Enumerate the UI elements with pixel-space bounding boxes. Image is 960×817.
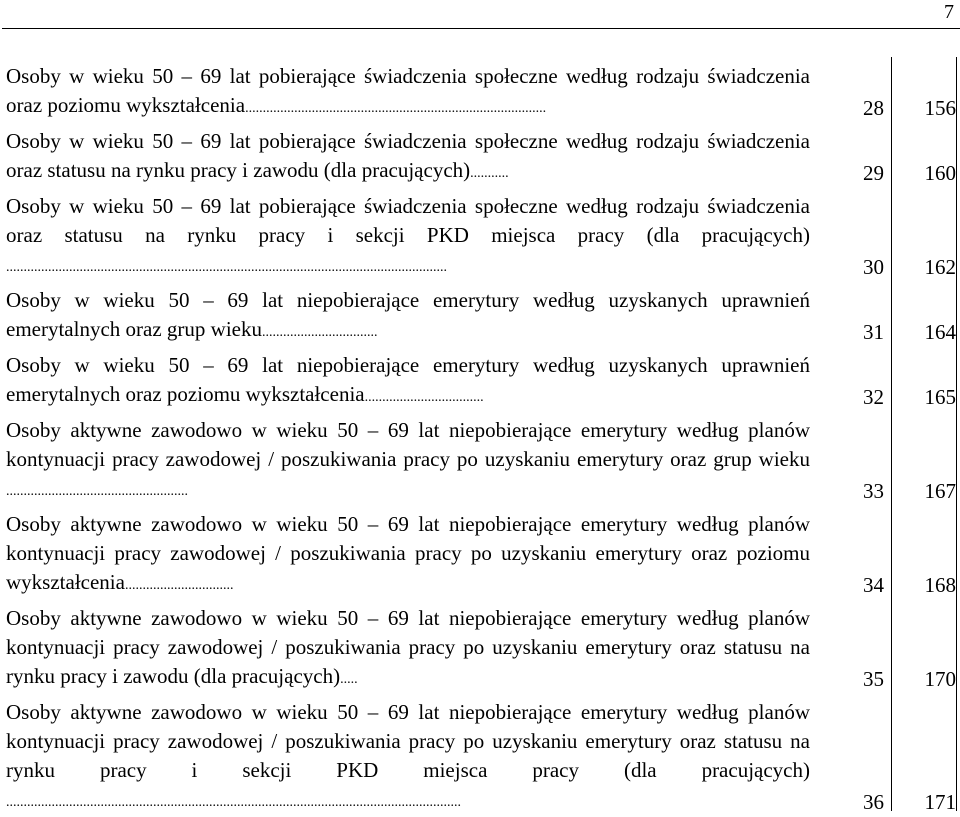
toc-entry-title: Osoby w wieku 50 – 69 lat niepobierające emerytury według uzyskanych uprawnień emerytalnych oraz poziomu wykształcenia.................................. (0, 351, 810, 412)
dot-leader: ..... (340, 672, 358, 687)
toc-entry-title: Osoby aktywne zawodowo w wieku 50 – 69 lat niepobierające emerytury według planów kontynuacji pracy zawodowej / poszukiwania pracy po uzyskaniu emerytury oraz grup wieku.................................................... (0, 416, 810, 506)
toc-page-number: 164 (924, 320, 956, 344)
toc-page-number: 162 (924, 255, 956, 279)
toc-page-number: 170 (924, 667, 956, 691)
toc-page-number: 167 (924, 479, 956, 503)
header-rule (2, 28, 960, 29)
toc-entry-title: Osoby aktywne zawodowo w wieku 50 – 69 lat niepobierające emerytury według planów kontynuacji pracy zawodowej / poszukiwania pracy po uzyskaniu emerytury oraz poziomu wykształcenia............................... (0, 510, 810, 600)
toc-entry[interactable] (0, 416, 960, 506)
toc-entry[interactable] (0, 351, 960, 412)
table-of-contents (0, 62, 960, 817)
toc-entry-title: Osoby w wieku 50 – 69 lat pobierające świadczenia społeczne według rodzaju świadczenia oraz statusu na rynku pracy i zawodu (dla pracujących)........... (0, 127, 810, 188)
toc-table-number: 33 (863, 479, 884, 503)
toc-table-number: 31 (863, 320, 884, 344)
toc-page-number: 160 (924, 161, 956, 185)
dot-leader: .............................................................................................................................. (6, 260, 447, 275)
toc-entry-title: Osoby w wieku 50 – 69 lat pobierające świadczenia społeczne według rodzaju świadczenia oraz poziomu wykształcenia...................................................................................... (0, 62, 810, 123)
dot-leader: .................................................................................................................................. (6, 795, 461, 810)
dot-leader: ........... (470, 166, 509, 181)
toc-table-number: 35 (863, 667, 884, 691)
toc-page-number: 156 (924, 96, 956, 120)
toc-table-number: 36 (863, 790, 884, 814)
toc-entry-title: Osoby w wieku 50 – 69 lat pobierające świadczenia społeczne według rodzaju świadczenia oraz statusu na rynku pracy i sekcji PKD miejsca pracy (dla pracujących).............................................................................................................................. (0, 192, 810, 282)
toc-table-number: 32 (863, 385, 884, 409)
toc-table-number: 34 (863, 573, 884, 597)
toc-entry[interactable] (0, 510, 960, 600)
dot-leader: .................................................... (6, 484, 188, 499)
dot-leader: .................................. (364, 390, 484, 405)
toc-entry-title: Osoby w wieku 50 – 69 lat niepobierające emerytury według uzyskanych uprawnień emerytalnych oraz grup wieku................................. (0, 286, 810, 347)
dot-leader: ...................................................................................... (245, 101, 547, 116)
page-number: 7 (944, 1, 954, 23)
toc-entry[interactable] (0, 604, 960, 694)
toc-page-number: 165 (924, 385, 956, 409)
toc-table-number: 29 (863, 161, 884, 185)
toc-entry[interactable] (0, 127, 960, 188)
toc-page-number: 168 (924, 573, 956, 597)
toc-entry[interactable] (0, 286, 960, 347)
toc-entry[interactable] (0, 698, 960, 817)
dot-leader: ................................. (261, 325, 378, 340)
toc-entry[interactable] (0, 192, 960, 282)
toc-entry-title: Osoby aktywne zawodowo w wieku 50 – 69 lat niepobierające emerytury według planów kontynuacji pracy zawodowej / poszukiwania pracy po uzyskaniu emerytury oraz statusu na rynku pracy i zawodu (dla pracujących)..... (0, 604, 810, 694)
toc-entry[interactable] (0, 62, 960, 123)
dot-leader: ............................... (124, 578, 234, 593)
toc-table-number: 30 (863, 255, 884, 279)
toc-page-number: 171 (924, 790, 956, 814)
toc-entry-title: Osoby aktywne zawodowo w wieku 50 – 69 lat niepobierające emerytury według planów kontynuacji pracy zawodowej / poszukiwania pracy po uzyskaniu emerytury oraz statusu na rynku pracy i sekcji PKD miejsca pracy (dla pracujących).................................................................................................................................. (0, 698, 810, 817)
toc-table-number: 28 (863, 96, 884, 120)
